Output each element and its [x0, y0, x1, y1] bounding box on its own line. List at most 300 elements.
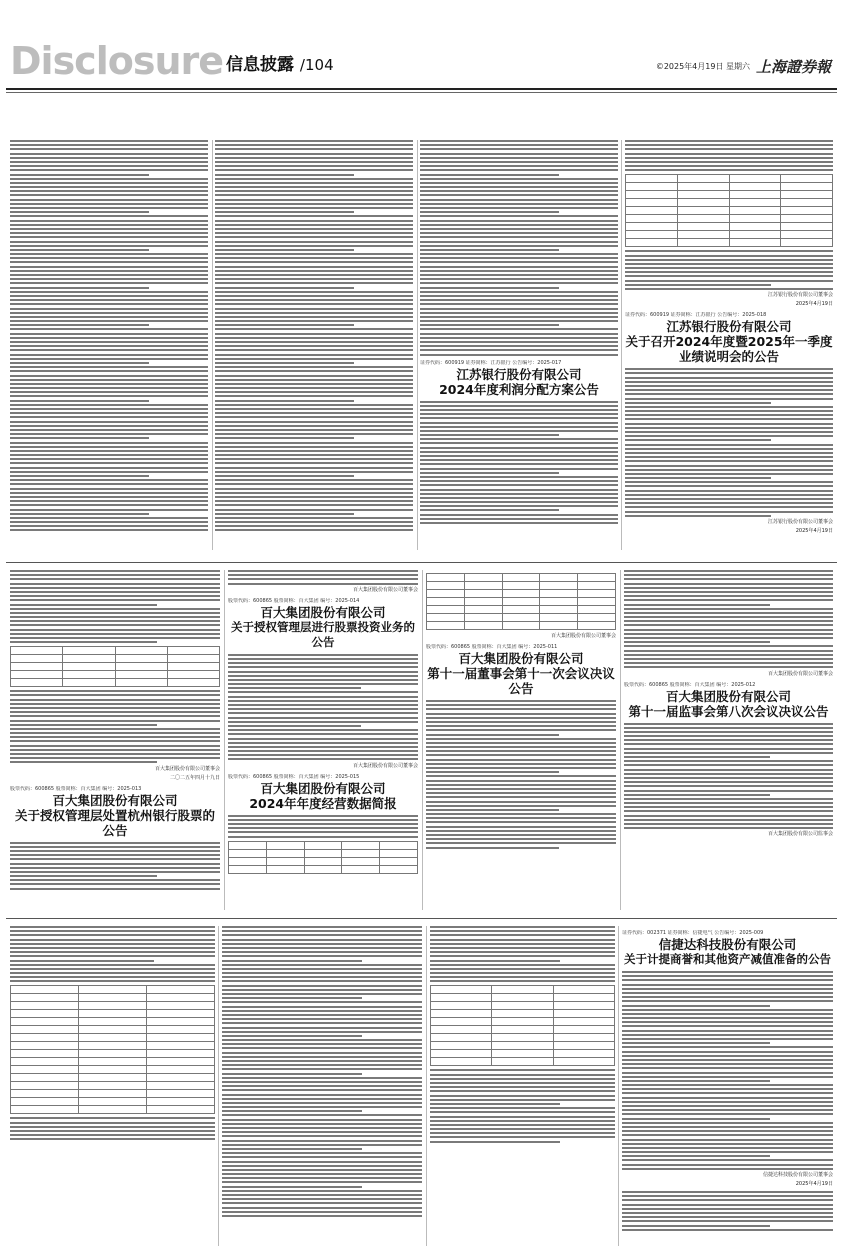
text-line	[215, 475, 354, 477]
text-line	[222, 1039, 422, 1041]
table-row	[427, 614, 616, 622]
table-cell	[167, 679, 219, 687]
table-cell	[147, 1066, 215, 1074]
text-line	[622, 1000, 833, 1002]
text-line	[10, 711, 220, 713]
table-cell	[677, 183, 729, 191]
table-cell	[147, 1002, 215, 1010]
text-line	[10, 475, 149, 477]
text-line	[10, 333, 208, 335]
signature: 百大集团股份有限公司监事会	[767, 831, 833, 838]
text-line	[625, 169, 833, 171]
text-line	[426, 713, 616, 715]
text-line	[420, 489, 618, 491]
column-jiangsu-briefing	[625, 140, 833, 550]
table-cell	[147, 1058, 215, 1066]
text-line	[10, 483, 208, 485]
text-line	[215, 211, 354, 213]
text-block	[10, 926, 215, 982]
text-line	[215, 236, 413, 238]
table-cell	[11, 1074, 79, 1082]
table-row	[427, 590, 616, 598]
text-block	[426, 700, 616, 849]
table-cell	[11, 1090, 79, 1098]
table-cell	[11, 1050, 79, 1058]
masthead	[0, 0, 843, 100]
text-line	[622, 1038, 833, 1040]
table-cell	[502, 606, 540, 614]
text-line	[426, 708, 616, 710]
signature: 百大集团股份有限公司董事会	[352, 762, 418, 769]
text-line	[420, 194, 618, 196]
table-cell	[677, 207, 729, 215]
text-line	[625, 435, 833, 437]
text-line	[625, 372, 833, 374]
text-line	[624, 578, 833, 580]
text-line	[625, 140, 833, 142]
table-cell	[229, 849, 267, 857]
text-line	[10, 194, 208, 196]
table-cell	[781, 183, 833, 191]
text-line	[430, 1069, 615, 1071]
text-line	[10, 964, 215, 966]
data-table	[10, 985, 215, 1114]
text-line	[625, 506, 833, 508]
text-line	[420, 324, 559, 326]
text-line	[420, 215, 618, 217]
text-line	[215, 454, 413, 456]
table-cell	[11, 647, 63, 655]
text-line	[222, 1152, 422, 1154]
text-line	[10, 421, 208, 423]
text-line	[426, 817, 616, 819]
text-line	[10, 629, 220, 631]
table-cell	[167, 663, 219, 671]
text-line	[10, 633, 220, 635]
text-line	[622, 1072, 833, 1074]
text-line	[222, 1135, 422, 1137]
text-line	[215, 199, 413, 201]
table-cell	[502, 582, 540, 590]
text-line	[10, 525, 208, 527]
text-line	[10, 641, 157, 643]
text-line	[10, 529, 208, 531]
table-cell	[431, 1058, 492, 1066]
text-line	[10, 161, 208, 163]
text-line	[430, 1078, 615, 1080]
table-cell	[11, 986, 79, 994]
text-line	[10, 354, 208, 356]
text-line	[10, 203, 208, 205]
table-cell	[115, 647, 167, 655]
text-line	[622, 1225, 770, 1227]
text-line	[625, 288, 833, 290]
table-cell	[431, 1042, 492, 1050]
notice-header	[420, 360, 618, 397]
text-line	[222, 1186, 362, 1188]
text-line	[10, 694, 220, 696]
table-cell	[729, 207, 781, 215]
text-line	[430, 951, 615, 953]
text-line	[420, 287, 559, 289]
text-line	[10, 416, 208, 418]
table-cell	[167, 655, 219, 663]
text-line	[426, 771, 559, 773]
text-line	[222, 1211, 422, 1213]
text-line	[10, 720, 220, 722]
text-line	[215, 303, 413, 305]
text-line	[622, 1051, 833, 1053]
text-line	[10, 883, 220, 885]
table-cell	[540, 590, 578, 598]
notice-company: 信捷达科技股份有限公司	[658, 937, 797, 952]
text-line	[10, 616, 220, 618]
text-line	[622, 1046, 833, 1048]
text-line	[420, 169, 618, 171]
table-cell	[11, 1058, 79, 1066]
text-line	[10, 391, 208, 393]
table-cell	[677, 199, 729, 207]
text-line	[10, 404, 208, 406]
table-cell	[147, 1018, 215, 1026]
text-line	[215, 328, 413, 330]
text-line	[430, 939, 615, 941]
table-row	[626, 239, 833, 247]
notice-meta: 证券代码：600919 证券简称：江苏银行 公告编号：2025-017	[420, 359, 562, 366]
text-line	[624, 777, 833, 779]
text-line	[222, 1140, 422, 1142]
text-line	[624, 616, 833, 618]
text-line	[10, 199, 208, 201]
text-line	[215, 203, 413, 205]
text-line	[624, 773, 833, 775]
text-line	[228, 708, 418, 710]
text-line	[420, 409, 618, 411]
text-line	[426, 805, 616, 807]
text-line	[10, 854, 220, 856]
text-line	[10, 312, 208, 314]
table-cell	[63, 663, 115, 671]
text-block	[10, 690, 220, 763]
text-line	[222, 964, 422, 966]
table-cell	[553, 1002, 614, 1010]
text-line	[426, 742, 616, 744]
text-line	[10, 261, 208, 263]
text-line	[215, 274, 413, 276]
text-line	[625, 444, 833, 446]
table-row	[11, 1098, 215, 1106]
text-line	[624, 769, 833, 771]
text-line	[215, 488, 413, 490]
text-line	[228, 700, 418, 702]
text-line	[215, 333, 413, 335]
table-cell	[115, 655, 167, 663]
table-cell	[431, 1034, 492, 1042]
text-line	[420, 261, 618, 263]
column-separator	[621, 140, 622, 550]
text-line	[426, 834, 616, 836]
text-line	[426, 842, 616, 844]
text-line	[215, 266, 413, 268]
text-line	[622, 1101, 833, 1103]
text-line	[624, 570, 833, 572]
text-line	[420, 165, 618, 167]
table-cell	[63, 655, 115, 663]
text-line	[426, 826, 616, 828]
text-line	[622, 1092, 833, 1094]
text-line	[426, 821, 616, 823]
text-line	[10, 728, 220, 730]
text-line	[426, 700, 616, 702]
table-cell	[502, 598, 540, 606]
table-cell	[79, 1018, 147, 1026]
text-line	[228, 827, 418, 829]
text-line	[215, 220, 413, 222]
text-line	[215, 379, 413, 381]
text-line	[624, 815, 833, 817]
table-cell	[304, 865, 342, 873]
text-line	[622, 1159, 833, 1161]
text-line	[622, 1030, 833, 1032]
text-line	[222, 1161, 422, 1163]
text-line	[420, 413, 618, 415]
table-cell	[781, 215, 833, 223]
signature: 信捷达科技股份有限公司董事会	[762, 1172, 833, 1178]
text-line	[622, 975, 833, 977]
text-line	[10, 362, 149, 364]
text-line	[625, 439, 771, 441]
table-row	[11, 1082, 215, 1090]
text-line	[625, 460, 833, 462]
table-row	[431, 1026, 615, 1034]
text-line	[10, 521, 208, 523]
text-line	[10, 148, 208, 150]
text-line	[215, 450, 413, 452]
text-block	[10, 842, 220, 890]
text-line	[622, 1130, 833, 1132]
table-cell	[11, 994, 79, 1002]
text-line	[215, 375, 413, 377]
text-line	[215, 383, 413, 385]
text-line	[222, 1156, 422, 1158]
table-cell	[729, 199, 781, 207]
text-line	[420, 178, 618, 180]
text-line	[10, 753, 220, 755]
text-line	[420, 451, 618, 453]
text-line	[420, 148, 618, 150]
text-line	[622, 1168, 833, 1170]
text-line	[10, 153, 208, 155]
text-line	[625, 157, 833, 159]
text-line	[10, 624, 220, 626]
text-line	[622, 1013, 833, 1015]
table-cell	[11, 1106, 79, 1114]
notice-company: 百大集团股份有限公司	[52, 792, 178, 808]
text-block	[625, 140, 833, 171]
text-line	[430, 968, 615, 970]
text-line	[420, 463, 618, 465]
text-line	[622, 1147, 833, 1149]
text-line	[10, 513, 149, 515]
column-separator	[426, 926, 427, 1246]
text-line	[215, 391, 413, 393]
text-line	[10, 462, 208, 464]
text-line	[10, 968, 215, 970]
table-cell	[304, 841, 342, 849]
table-cell	[464, 614, 502, 622]
text-line	[624, 620, 833, 622]
text-line	[426, 767, 616, 769]
text-line	[215, 257, 413, 259]
text-line	[222, 1027, 422, 1029]
text-line	[10, 879, 220, 881]
table-row	[11, 1026, 215, 1034]
text-line	[228, 831, 418, 833]
text-line	[10, 299, 208, 301]
notice-header	[10, 786, 220, 838]
text-line	[420, 501, 618, 503]
table-cell	[781, 239, 833, 247]
text-line	[420, 316, 618, 318]
text-line	[228, 738, 418, 740]
text-line	[420, 497, 618, 499]
table-cell	[79, 1098, 147, 1106]
table-cell	[266, 857, 304, 865]
text-line	[10, 595, 220, 597]
text-line	[10, 207, 208, 209]
text-line	[10, 1138, 215, 1140]
text-line	[10, 282, 208, 284]
text-line	[420, 422, 618, 424]
text-line	[222, 1215, 422, 1217]
text-line	[420, 199, 618, 201]
text-line	[228, 679, 418, 681]
column-bottom-3	[430, 926, 615, 1246]
text-line	[222, 951, 422, 953]
text-line	[215, 433, 413, 435]
text-line	[625, 406, 833, 408]
text-line	[420, 484, 618, 486]
text-line	[10, 253, 208, 255]
table-cell	[63, 679, 115, 687]
table-cell	[79, 1034, 147, 1042]
table-cell	[79, 1090, 147, 1098]
table-cell	[147, 1042, 215, 1050]
text-line	[215, 354, 413, 356]
text-line	[625, 161, 833, 163]
text-line	[622, 1034, 833, 1036]
table-cell	[11, 1026, 79, 1034]
text-line	[10, 479, 208, 481]
text-line	[10, 446, 208, 448]
table-cell	[781, 231, 833, 239]
text-line	[624, 756, 770, 758]
text-line	[622, 1009, 833, 1011]
text-line	[622, 992, 833, 994]
text-line	[426, 792, 616, 794]
text-line	[420, 270, 618, 272]
text-line	[430, 960, 560, 962]
text-line	[215, 261, 413, 263]
table-cell	[540, 598, 578, 606]
text-line	[420, 480, 618, 482]
text-line	[215, 245, 413, 247]
text-line	[10, 429, 208, 431]
text-line	[426, 775, 616, 777]
table-cell	[492, 986, 553, 994]
text-line	[624, 574, 833, 576]
text-line	[10, 863, 220, 865]
text-line	[10, 270, 208, 272]
text-line	[10, 228, 208, 230]
table-row	[229, 841, 418, 849]
text-block	[420, 401, 618, 524]
text-line	[625, 477, 771, 479]
text-line	[622, 996, 833, 998]
text-line	[420, 249, 559, 251]
text-block	[228, 654, 418, 761]
text-line	[215, 370, 413, 372]
text-line	[622, 1109, 833, 1111]
table-cell	[492, 1042, 553, 1050]
table-row	[229, 857, 418, 865]
text-line	[426, 830, 616, 832]
table-cell	[79, 1050, 147, 1058]
text-line	[625, 398, 833, 400]
text-line	[420, 354, 618, 356]
text-line	[420, 157, 618, 159]
text-line	[215, 521, 413, 523]
column-baida-2	[228, 570, 418, 910]
text-line	[625, 448, 833, 450]
section-title	[226, 50, 334, 75]
text-line	[10, 370, 208, 372]
text-line	[430, 943, 615, 945]
section-divider	[6, 918, 837, 919]
text-line	[624, 735, 833, 737]
text-line	[222, 1198, 422, 1200]
text-line	[10, 454, 208, 456]
notice-header	[625, 312, 833, 364]
text-line	[228, 733, 418, 735]
text-line	[624, 823, 833, 825]
text-line	[10, 871, 220, 873]
text-line	[625, 494, 833, 496]
text-line	[622, 1084, 833, 1086]
text-line	[215, 529, 413, 531]
text-line	[10, 220, 208, 222]
text-line	[10, 442, 208, 444]
text-line	[622, 1126, 833, 1128]
table-cell	[553, 1018, 614, 1026]
table-cell	[229, 841, 267, 849]
table-cell	[11, 1066, 79, 1074]
text-line	[10, 174, 149, 176]
table-cell	[147, 1074, 215, 1082]
text-line	[420, 207, 618, 209]
text-line	[222, 934, 422, 936]
text-block	[624, 570, 833, 668]
text-line	[228, 750, 418, 752]
text-line	[420, 328, 618, 330]
text-line	[426, 750, 616, 752]
table-cell	[677, 231, 729, 239]
masthead-rule	[6, 88, 837, 90]
text-line	[10, 587, 220, 589]
text-line	[10, 492, 208, 494]
text-line	[420, 274, 618, 276]
text-line	[10, 637, 220, 639]
